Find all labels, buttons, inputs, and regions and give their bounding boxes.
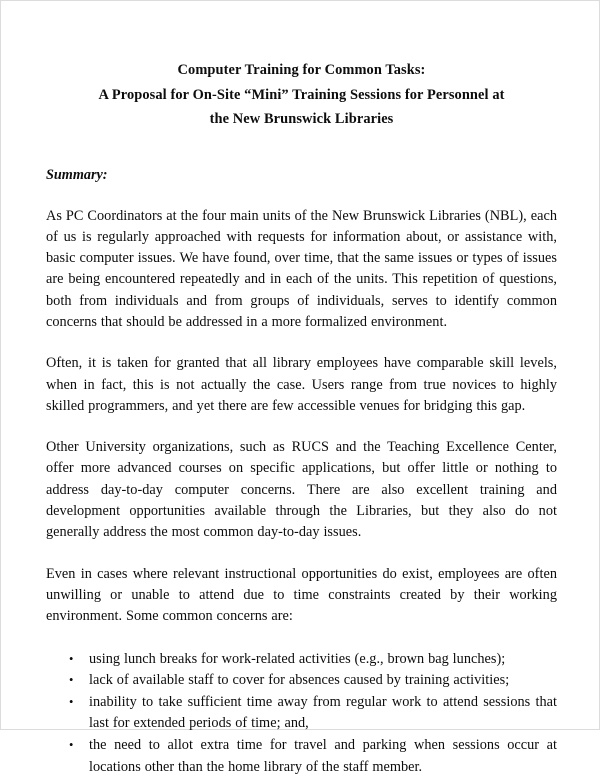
title-line-3: the New Brunswick Libraries (209, 111, 394, 127)
bullet-icon: • (69, 673, 74, 688)
list-item (46, 670, 557, 691)
bullet-icon: • (69, 695, 74, 710)
list-item-text: the need to allot extra time for travel and parking when sessions occur at locations other than the home library of the staff member. (89, 737, 557, 775)
paragraph-3: Other University organizations, such as RUCS and the Teaching Excellence Center, offer more advanced courses on specific applications, but offer little or nothing to address day-to-day computer concerns. There are also excellent training and development opportunities available through the Libraries, but they also do not generally address the most common day-to-day issues. (46, 439, 557, 541)
title-line-1: Computer Training for Common Tasks: (177, 62, 426, 78)
list-item-text: using lunch breaks for work-related activities (e.g., brown bag lunches); (89, 650, 506, 667)
list-item-text: inability to take sufficient time away from regular work to attend sessions that last for extended periods of time; and, (89, 694, 557, 732)
list-item (46, 735, 557, 778)
document-content (46, 1, 557, 778)
page-title (46, 1, 557, 132)
list-item (46, 692, 557, 735)
paragraph-2: Often, it is taken for granted that all library employees have comparable skill levels, when in fact, this is not actually the case. Users range from true novices to highly skilled programmers, and yet there are few accessible venues for bridging this gap. (46, 355, 557, 414)
paragraph-4: Even in cases where relevant instructional opportunities do exist, employees are often unwilling or unable to attend due to time constraints created by their working environment. Some common concerns are: (46, 565, 557, 625)
list-item (46, 649, 557, 670)
common-concerns-list (46, 628, 557, 778)
bullet-icon: • (69, 738, 74, 753)
section-heading-summary: Summary: (46, 166, 108, 183)
paragraph-1: As PC Coordinators at the four main units of the New Brunswick Libraries (NBL), each of us is regularly approached with requests for information about, or assistance with, basic computer issues. We have found, over time, that the same issues or types of issues are being encountered repeatedly and in each of the units. This repetition of questions, both from individuals and from groups of individuals, serves to identify common concerns that should be addressed in a more formalized environment. (46, 207, 557, 330)
bullet-icon: • (69, 651, 74, 666)
title-line-2: A Proposal for On-Site “Mini” Training Sessions for Personnel at (98, 86, 505, 103)
list-item-text: lack of available staff to cover for absences caused by training activities; (89, 672, 510, 689)
